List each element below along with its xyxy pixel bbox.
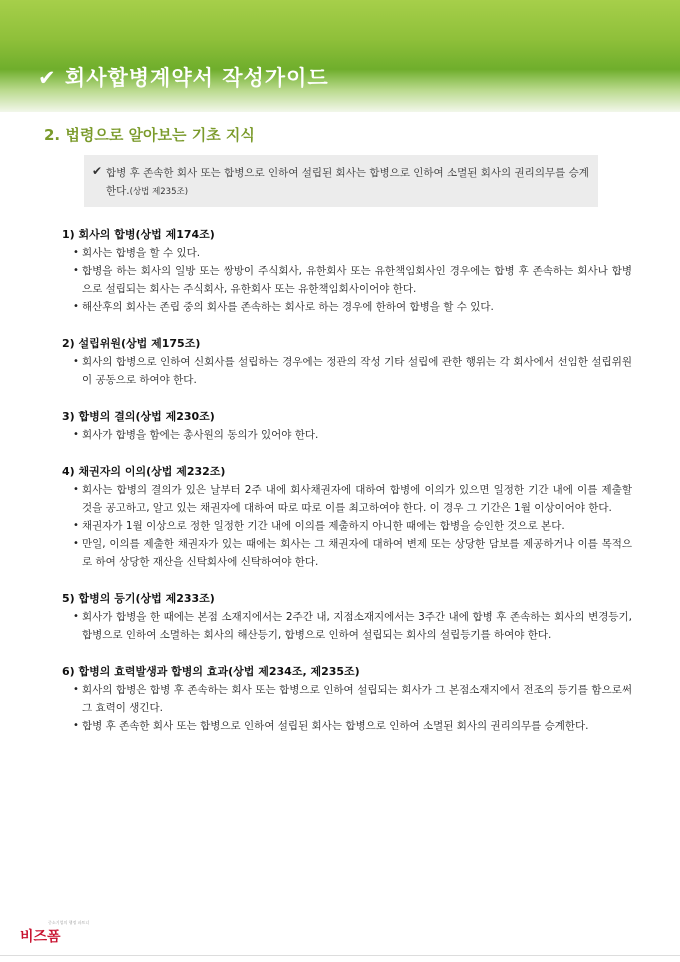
list-item-text: 회사가 합병을 함에는 총사원의 동의가 있어야 한다. [82, 429, 319, 441]
bullet-icon: • [73, 684, 79, 695]
list-item-text: 회사가 합병을 한 때에는 본점 소재지에서는 2주간 내, 지점소재지에서는 3주간 내에 합병 후 존속하는 회사의 변경등기, 합병으로 인하여 소멸하는 회사의 해산등기, 합병으로 인하여 설립되는 회사의 설립등기를 하여야 한다. [82, 611, 632, 641]
law-section [62, 335, 632, 389]
law-section-list [62, 681, 632, 735]
list-item-text: 채권자가 1월 이상으로 정한 일정한 기간 내에 이의를 제출하지 아니한 때에는 합병을 승인한 것으로 본다. [82, 520, 565, 532]
bullet-icon: • [73, 611, 79, 622]
law-section-list [62, 426, 632, 444]
law-section-title: 2) 설립위원(상법 제175조) [62, 337, 201, 350]
bullet-icon: • [73, 520, 79, 531]
law-section [62, 663, 632, 735]
list-item-text: 해산후의 회사는 존립 중의 회사를 존속하는 회사로 하는 경우에 한하여 합병을 할 수 있다. [82, 301, 494, 313]
law-section [62, 408, 632, 444]
bullet-icon: • [73, 265, 79, 276]
list-item [62, 244, 632, 262]
callout-body: 합병 후 존속한 회사 또는 합병으로 인하여 설립된 회사는 합병으로 인하여 소멸된 회사의 권리의무를 승계한다. [106, 167, 589, 197]
bullet-icon: • [73, 484, 79, 495]
list-item-text: 회사의 합병은 합병 후 존속하는 회사 또는 합병으로 인하여 설립되는 회사가 그 본점소재지에서 전조의 등기를 함으로써 그 효력이 생긴다. [82, 684, 632, 714]
section-title: 2. 법령으로 알아보는 기초 지식 [44, 126, 255, 144]
law-section-title: 5) 합병의 등기(상법 제233조) [62, 592, 215, 605]
law-section-list [62, 353, 632, 389]
law-section-list [62, 481, 632, 571]
bullet-icon: • [73, 538, 79, 549]
callout-text [106, 164, 590, 201]
logo-tagline: 중소기업의 행정 파트너 [48, 920, 90, 925]
law-section [62, 463, 632, 571]
list-item [62, 681, 632, 717]
list-item-text: 회사는 합병을 할 수 있다. [82, 247, 201, 259]
law-section [62, 226, 632, 316]
list-item [62, 426, 632, 444]
law-section-title: 6) 합병의 효력발생과 합병의 효과(상법 제234조, 제235조) [62, 665, 360, 678]
callout-reference: (상법 제235조) [129, 187, 189, 197]
list-item-text: 합병을 하는 회사의 일방 또는 쌍방이 주식회사, 유한회사 또는 유한책임회사인 경우에는 합병 후 존속하는 회사나 합병으로 설립되는 회사는 주식회사, 유한회사 또는 유한책임회사이어야 한다. [82, 265, 632, 295]
list-item-text: 만일, 이의를 제출한 채권자가 있는 때에는 회사는 그 채권자에 대하여 변제 또는 상당한 담보를 제공하거나 이를 목적으로 하여 상당한 재산을 신탁회사에 신탁하여야 한다. [82, 538, 632, 568]
list-item [62, 535, 632, 571]
summary-callout [84, 155, 598, 207]
bullet-icon: • [73, 301, 79, 312]
law-section-list [62, 608, 632, 644]
bullet-icon: • [73, 356, 79, 367]
logo-text: 비즈폼 [20, 929, 61, 945]
list-item [62, 717, 632, 735]
list-item [62, 353, 632, 389]
document-title: ✔ 회사합병계약서 작성가이드 [38, 66, 329, 90]
list-item-text: 합병 후 존속한 회사 또는 합병으로 인하여 설립된 회사는 합병으로 인하여 소멸된 회사의 권리의무를 승계한다. [82, 720, 589, 732]
list-item [62, 298, 632, 316]
law-sections [62, 226, 632, 754]
list-item [62, 517, 632, 535]
list-item [62, 262, 632, 298]
law-section-title: 4) 채권자의 이의(상법 제232조) [62, 465, 226, 478]
bizforms-logo [20, 918, 100, 948]
bullet-icon: • [73, 720, 79, 731]
bullet-icon: • [73, 429, 79, 440]
law-section-list [62, 244, 632, 316]
law-section-title: 3) 합병의 결의(상법 제230조) [62, 410, 215, 423]
bullet-icon: • [73, 247, 79, 258]
law-section [62, 590, 632, 644]
list-item-text: 회사의 합병으로 인하여 신회사를 설립하는 경우에는 정관의 작성 기타 설립에 관한 행위는 각 회사에서 선임한 설립위원이 공동으로 하여야 한다. [82, 356, 632, 386]
list-item [62, 608, 632, 644]
footer-divider [0, 955, 680, 956]
law-section-title: 1) 회사의 합병(상법 제174조) [62, 228, 215, 241]
list-item-text: 회사는 합병의 결의가 있은 날부터 2주 내에 회사채권자에 대하여 합병에 이의가 있으면 일정한 기간 내에 이를 제출할 것을 공고하고, 알고 있는 채권자에 대하여 따로 따로 이를 최고하여야 한다. 이 경우 그 기간은 1월 이상이어야 한다. [82, 484, 632, 514]
page-header [0, 0, 680, 112]
list-item [62, 481, 632, 517]
check-icon: ✔ [92, 164, 103, 178]
